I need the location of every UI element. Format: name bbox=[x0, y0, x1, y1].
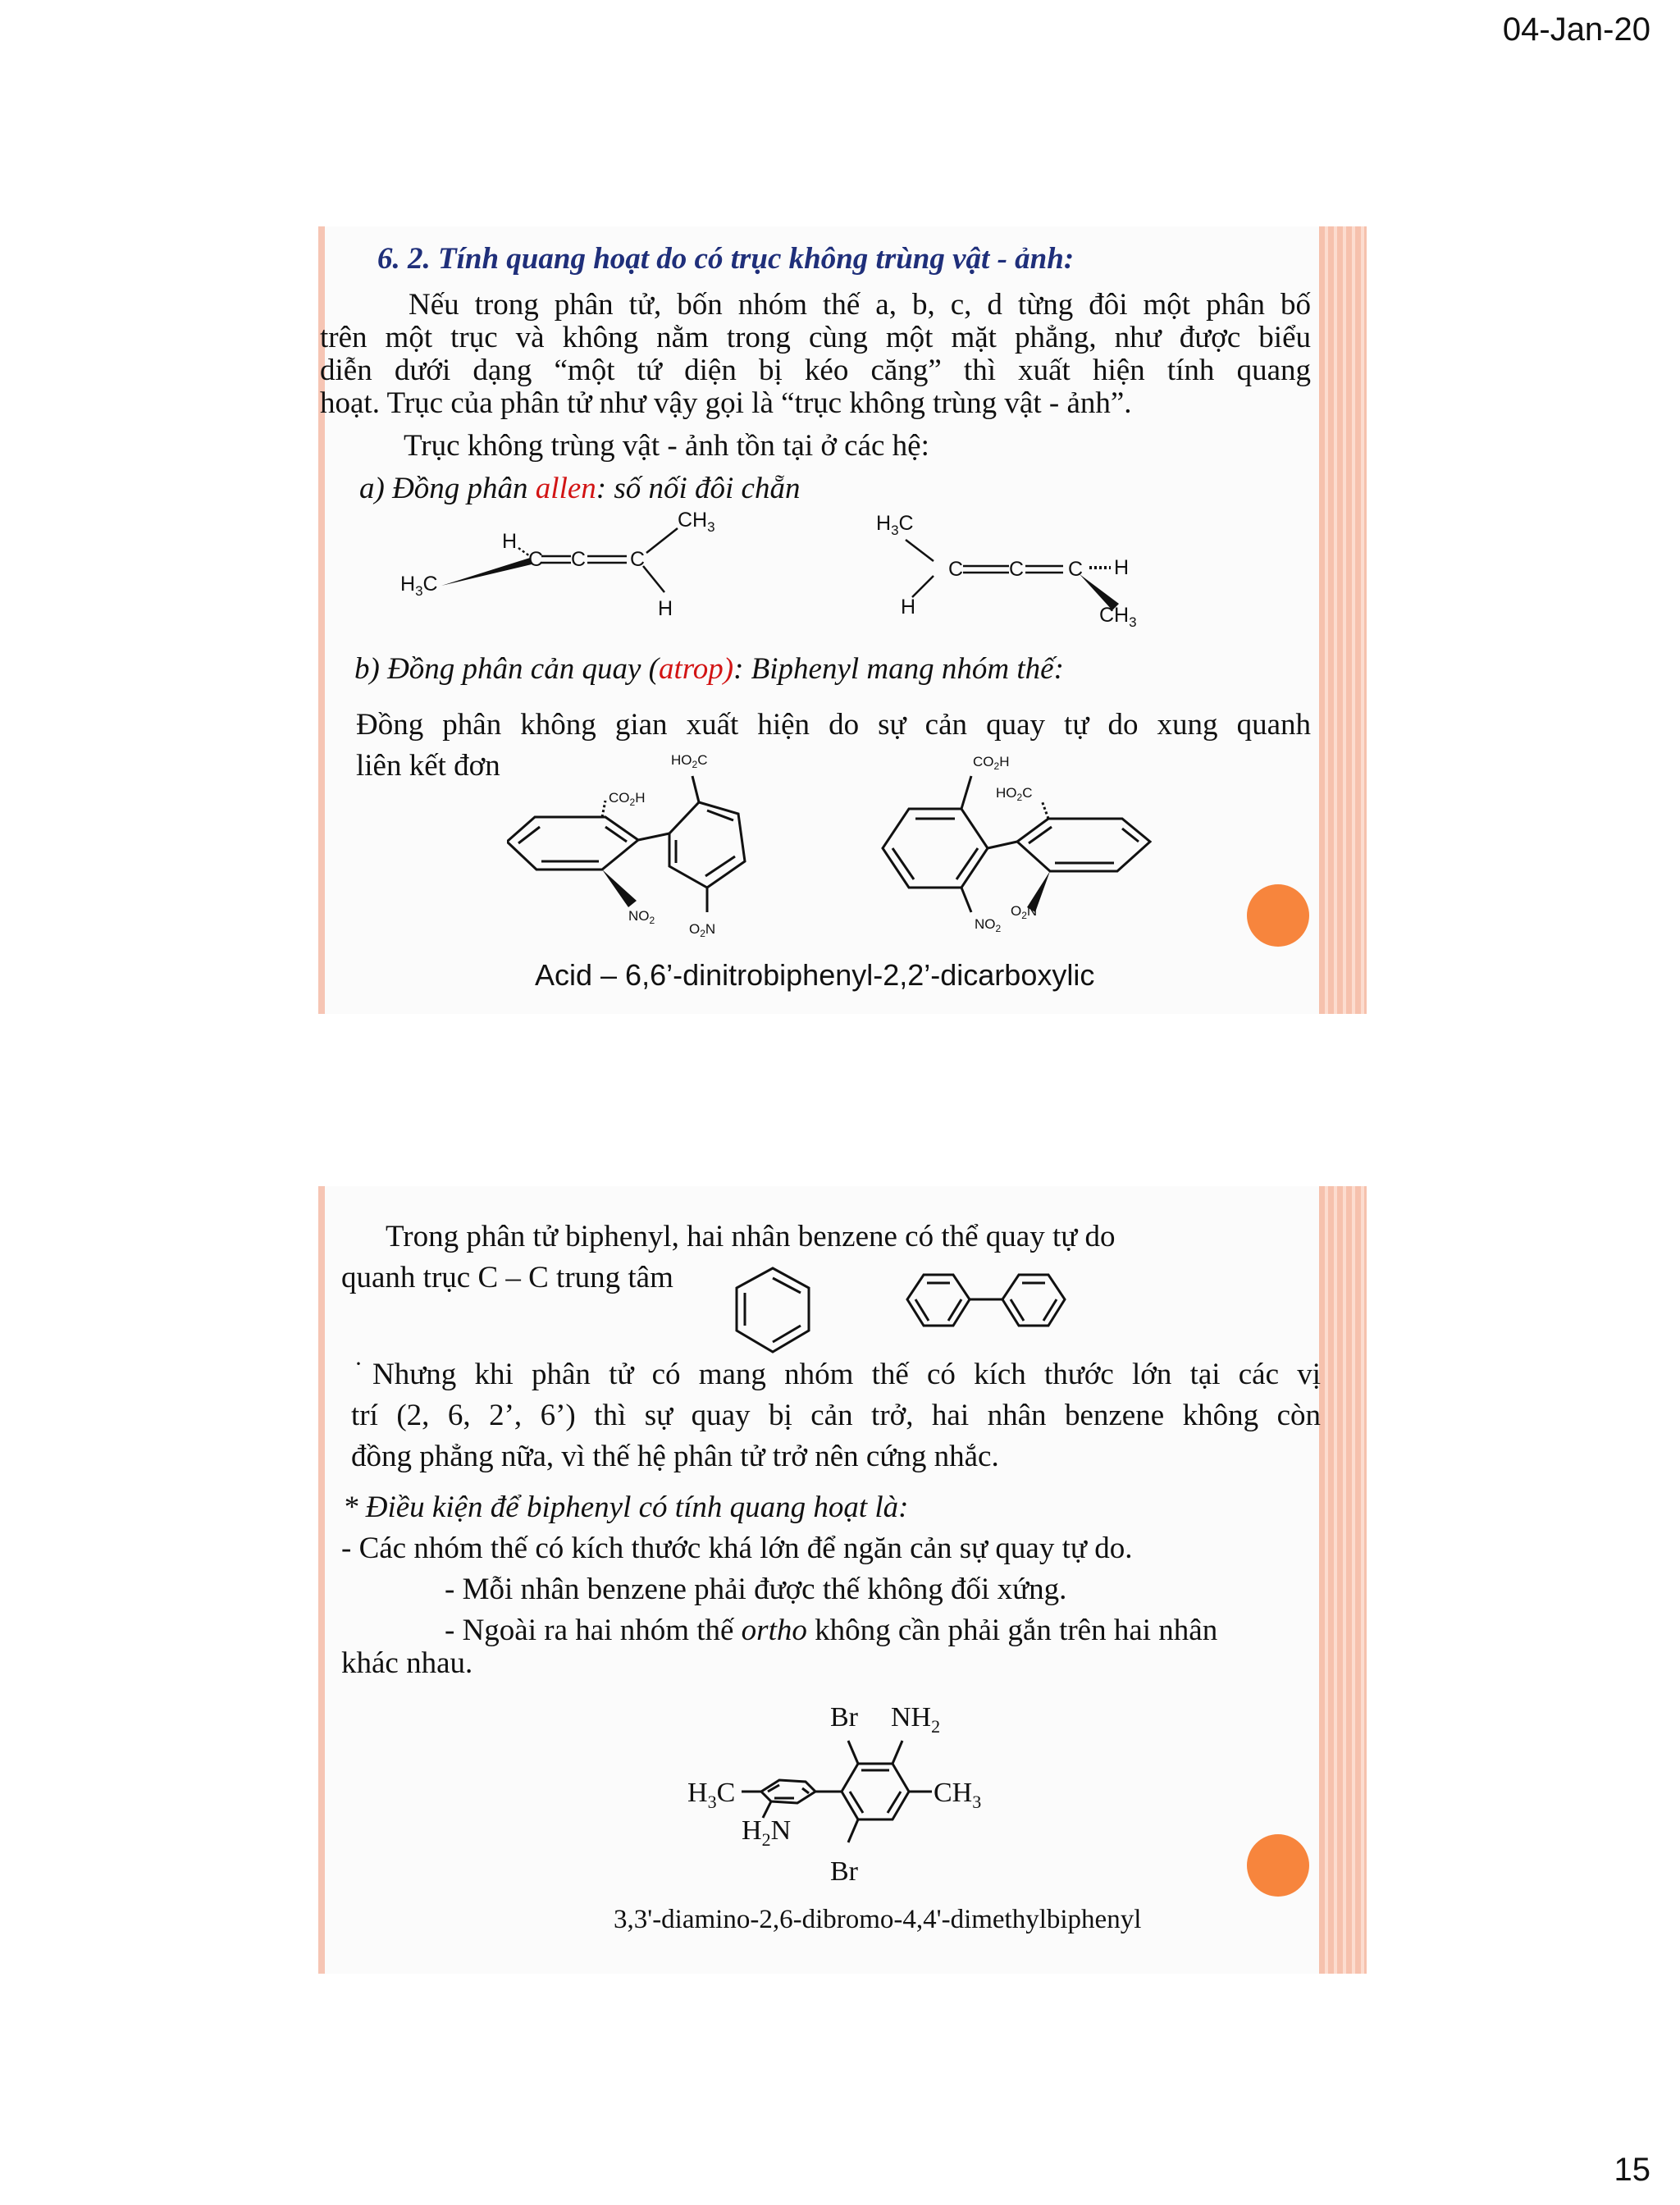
svg-text:Br: Br bbox=[830, 1702, 858, 1732]
svg-text:CO2H: $CO_2H$ bbox=[609, 790, 646, 808]
svg-text:H3C: $H_3C$ bbox=[687, 1778, 736, 1812]
svg-text:CH3: $CH_3$ bbox=[934, 1778, 982, 1812]
para-line-2: trên một trục và không nằm trong cùng một mặt phẳng, như được biểu bbox=[320, 321, 1311, 354]
allene-structures bbox=[400, 505, 1139, 637]
svg-text:CH3: $CH_3$ bbox=[1099, 604, 1137, 630]
svg-text:NH2: $NH_2$ bbox=[891, 1702, 941, 1737]
para-line-1: Nếu trong phân tử, bốn nhóm thế a, b, c, d từng đôi một phân bố bbox=[409, 288, 1311, 322]
condition-1: - Các nhóm thế có kích thước khá lớn để ngăn cản sự quay tự do. bbox=[341, 1532, 1133, 1565]
svg-text:C: C bbox=[1009, 558, 1025, 581]
svg-text:H3C: $H_3C$ bbox=[400, 573, 438, 599]
section-heading: 6. 2. Tính quang hoạt do có trục không trùng vật - ảnh: bbox=[377, 242, 1075, 276]
page-number: 15 bbox=[1614, 2152, 1650, 2188]
svg-text:H3C: $H_3C$ bbox=[876, 512, 914, 538]
caption-atrop: Acid – 6,6’-dinitrobiphenyl-2,2’-dicarboxylic bbox=[535, 958, 1095, 992]
para2-line-2: trí (2, 6, 2’, 6’) thì sự quay bị cản trở, hai nhân benzene không còn bbox=[351, 1399, 1321, 1432]
svg-text:C: C bbox=[1068, 558, 1084, 581]
svg-text:C: C bbox=[528, 548, 544, 571]
para2-line-3: đồng phẳng nữa, vì thế hệ phân tử trở nên cứng nhắc. bbox=[351, 1440, 999, 1473]
svg-text:O2N: $O_2N$ bbox=[689, 921, 716, 939]
bullet-mark: · bbox=[354, 1350, 363, 1377]
svg-text:C: C bbox=[948, 558, 964, 581]
diaminodibromo-structure bbox=[671, 1685, 1098, 1898]
svg-text:CO2H: $CO_2H$ bbox=[973, 754, 1010, 772]
left-border bbox=[318, 1186, 325, 1974]
svg-text:NO2: $NO_2$ bbox=[628, 908, 655, 926]
slide-2 bbox=[318, 1186, 1367, 1974]
orange-dot-icon bbox=[1247, 1834, 1309, 1897]
svg-text:H: H bbox=[1114, 556, 1130, 579]
caption-diamino: 3,3'-diamino-2,6-dibromo-4,4'-dimethylbiphenyl bbox=[614, 1905, 1142, 1934]
intro-line-2: quanh trục C – C trung tâm bbox=[341, 1261, 673, 1294]
svg-text:H2N: $H_2N$ bbox=[742, 1815, 792, 1850]
svg-text:CH3: $CH_3$ bbox=[678, 509, 715, 535]
wedge-bond-icon bbox=[602, 870, 637, 907]
para-line-3: diễn dưới dạng “một tứ diện bị kéo căng” thì xuất hiện tính quang bbox=[320, 354, 1311, 387]
para-line-4: hoạt. Trục của phân tử như vậy gọi là “trục không trùng vật - ảnh”. bbox=[320, 386, 1132, 420]
intro-line-1: Trong phân tử biphenyl, hai nhân benzene có thể quay tự do bbox=[386, 1220, 1116, 1253]
condition-3-cont: khác nhau. bbox=[341, 1646, 473, 1680]
svg-text:H: H bbox=[901, 596, 916, 619]
svg-text:HO2C: $HO_2C$ bbox=[996, 785, 1033, 803]
svg-text:HO2C: $HO_2C$ bbox=[671, 752, 708, 770]
svg-text:Br: Br bbox=[830, 1856, 858, 1887]
systems-line: Trục không trùng vật - ảnh tồn tại ở các hệ: bbox=[404, 429, 929, 463]
right-stripe-border bbox=[1319, 1186, 1367, 1974]
right-stripe-border bbox=[1319, 226, 1367, 1014]
wedge-bond-icon bbox=[441, 558, 532, 586]
svg-text:C: C bbox=[630, 548, 646, 571]
slide-1 bbox=[318, 226, 1367, 1014]
svg-text:H: H bbox=[658, 597, 673, 620]
page-date: 04-Jan-20 bbox=[1502, 11, 1650, 48]
item-b-atrop: b) Đồng phân cản quay (atrop): Biphenyl mang nhóm thế: bbox=[354, 652, 1064, 686]
svg-text:O2N: $O_2N$ bbox=[1011, 903, 1038, 921]
conditions-heading: * Điều kiện để biphenyl có tính quang hoạt là: bbox=[343, 1491, 909, 1524]
svg-text:H: H bbox=[502, 530, 518, 553]
condition-2: - Mỗi nhân benzene phải được thế không đối xứng. bbox=[445, 1573, 1067, 1606]
atrop-line-2: liên kết đơn bbox=[356, 749, 500, 783]
condition-3: - Ngoài ra hai nhóm thế ortho không cần phải gắn trên hai nhân bbox=[445, 1614, 1218, 1647]
atrop-biphenyl-structures bbox=[507, 751, 1311, 948]
atrop-line-1: Đồng phân không gian xuất hiện do sự cản quay tự do xung quanh bbox=[356, 708, 1311, 742]
svg-text:NO2: $NO_2$ bbox=[975, 916, 1002, 934]
svg-text:C: C bbox=[571, 548, 587, 571]
item-a-allen: a) Đồng phân allen: số nối đôi chẵn bbox=[359, 472, 801, 505]
para2-line-1: Nhưng khi phân tử có mang nhóm thế có kích thước lớn tại các vị bbox=[372, 1358, 1321, 1391]
